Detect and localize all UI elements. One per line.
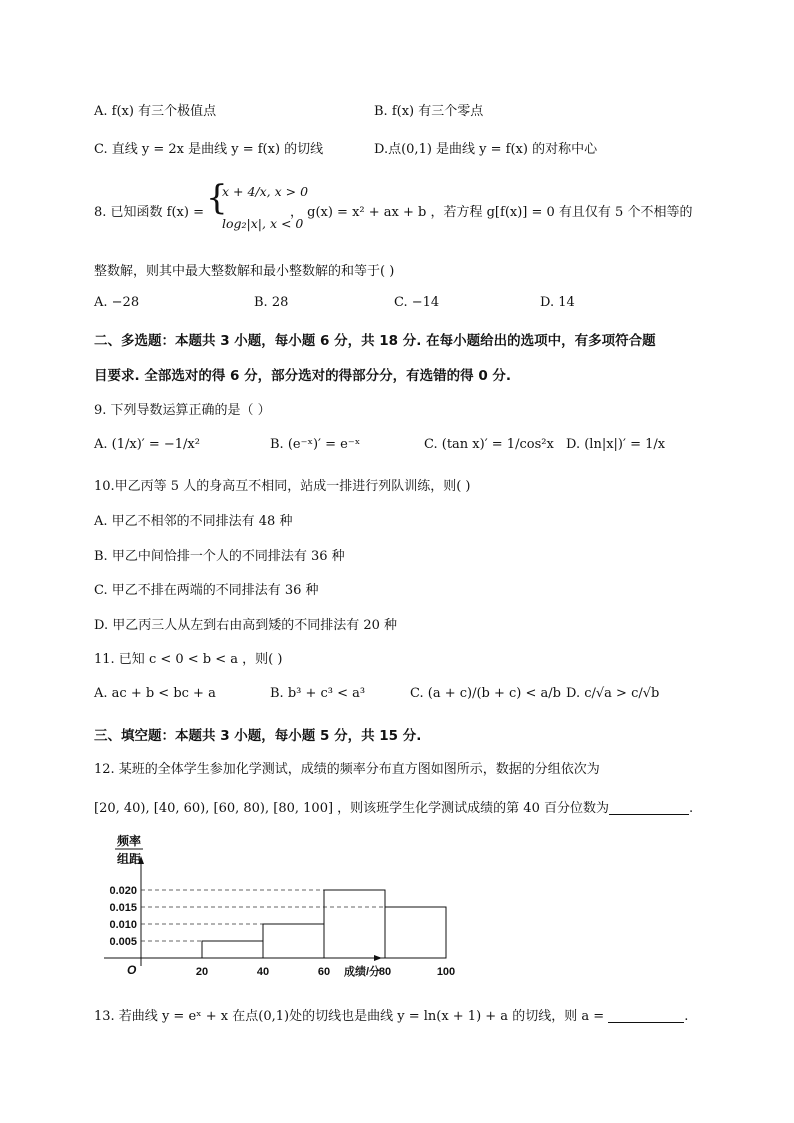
q8-prefix: 8. 已知函数 f(x) =: [94, 205, 204, 220]
q8-case2: log₂|x|, x < 0: [222, 216, 304, 231]
q8-middle: ， g(x) = x² + ax + b ，若方程 g[f(x)] = 0 有且仅有 5 个不相等的: [290, 205, 693, 220]
q10-option-c: C. 甲乙不排在两端的不同排法有 36 种: [94, 583, 319, 598]
q9-option-d: D. (ln|x|)′ = 1/x: [566, 437, 666, 452]
q7-option-a: A. f(x) 有三个极值点: [94, 104, 217, 119]
q9-option-a: A. (1/x)′ = −1/x²: [94, 437, 200, 452]
x-tick-label: 40: [256, 966, 270, 978]
section3-heading: 三、填空题：本题共 3 小题，每小题 5 分，共 15 分.: [94, 728, 422, 744]
q9-option-b: B. (e⁻ˣ)′ = e⁻ˣ: [270, 437, 361, 452]
y-axis-label-bottom: 组距: [116, 852, 142, 866]
q10-stem: 10.甲乙丙等 5 人的身高互不相同，站成一排进行列队训练，则( ): [94, 479, 471, 494]
histogram-bar: [385, 907, 446, 958]
q8-case1: x + 4/x, x > 0: [222, 184, 309, 199]
section2-heading-line1: 二、多选题：本题共 3 小题，每小题 6 分，共 18 分. 在每小题给出的选项中，有多项符合题: [94, 333, 656, 349]
q8-option-b: B. 28: [254, 295, 289, 310]
q7-option-b: B. f(x) 有三个零点: [374, 104, 484, 119]
x-tick-label: 60: [317, 966, 331, 978]
q12-line1: 12. 某班的全体学生参加化学测试，成绩的频率分布直方图如图所示，数据的分组依次为: [94, 762, 600, 777]
q11-option-d: D. c/√a > c/√b: [566, 686, 660, 701]
q8-option-c: C. −14: [394, 295, 440, 310]
q13-end: .: [684, 1009, 689, 1024]
q13-answer-blank[interactable]: [608, 1009, 684, 1023]
q8-option-a: A. −28: [94, 295, 140, 310]
q10-option-a: A. 甲乙不相邻的不同排法有 48 种: [94, 514, 293, 529]
q8-line2: 整数解，则其中最大整数解和最小整数解的和等于( ): [94, 264, 395, 279]
histogram-bar: [324, 890, 385, 958]
q13: [94, 1005, 688, 1024]
q9-option-c: C. (tan x)′ = 1/cos²x: [424, 437, 554, 452]
q12-line2-text: [20, 40), [40, 60), [60, 80), [80, 100] ，则该班学生化学测试成绩的第 40 百分位数为: [94, 801, 609, 816]
origin-label: O: [127, 963, 137, 977]
q11-option-a: A. ac + b < bc + a: [94, 686, 216, 701]
y-tick-label: 0.015: [109, 902, 137, 914]
q11-option-b: B. b³ + c³ < a³: [270, 686, 366, 701]
frequency-histogram: [96, 828, 456, 983]
histogram-bar: [263, 924, 324, 958]
q9-stem: 9. 下列导数运算正确的是（ ）: [94, 403, 271, 418]
y-tick-label: 0.005: [109, 936, 137, 948]
y-axis-label-top: 频率: [116, 834, 142, 848]
q12-answer-blank[interactable]: [609, 801, 689, 815]
x-tick-label: 100: [436, 966, 456, 978]
q10-option-d: D. 甲乙丙三人从左到右由高到矮的不同排法有 20 种: [94, 618, 398, 633]
q13-text: 13. 若曲线 y = eˣ + x 在点(0,1)处的切线也是曲线 y = ln(x + 1) + a 的切线，则 a =: [94, 1009, 605, 1024]
q10-option-b: B. 甲乙中间恰排一个人的不同排法有 36 种: [94, 549, 345, 564]
x-tick-label: 20: [195, 966, 209, 978]
q11-stem: 11. 已知 c < 0 < b < a ，则( ): [94, 652, 283, 667]
x-tick-label: 80: [378, 966, 392, 978]
q8-brace: {: [206, 178, 228, 218]
q11-option-c: C. (a + c)/(b + c) < a/b: [410, 686, 561, 701]
q8-option-d: D. 14: [540, 295, 575, 310]
histogram-bar: [202, 941, 263, 958]
x-axis-label: 成绩/分: [343, 966, 381, 978]
section2-heading-line2: 目要求. 全部选对的得 6 分，部分选对的得部分分，有选错的得 0 分.: [94, 368, 512, 384]
y-tick-label: 0.020: [109, 885, 137, 897]
q7-option-c: C. 直线 y = 2x 是曲线 y = f(x) 的切线: [94, 142, 324, 157]
q12-line2: [20, 40), [40, 60), [60, 80), [80, 100] ，则该班学生化学测试成绩的第 40 百分位数为 .: [94, 801, 694, 816]
q7-option-d: D.点(0,1) 是曲线 y = f(x) 的对称中心: [374, 142, 598, 157]
y-tick-label: 0.010: [109, 919, 137, 931]
